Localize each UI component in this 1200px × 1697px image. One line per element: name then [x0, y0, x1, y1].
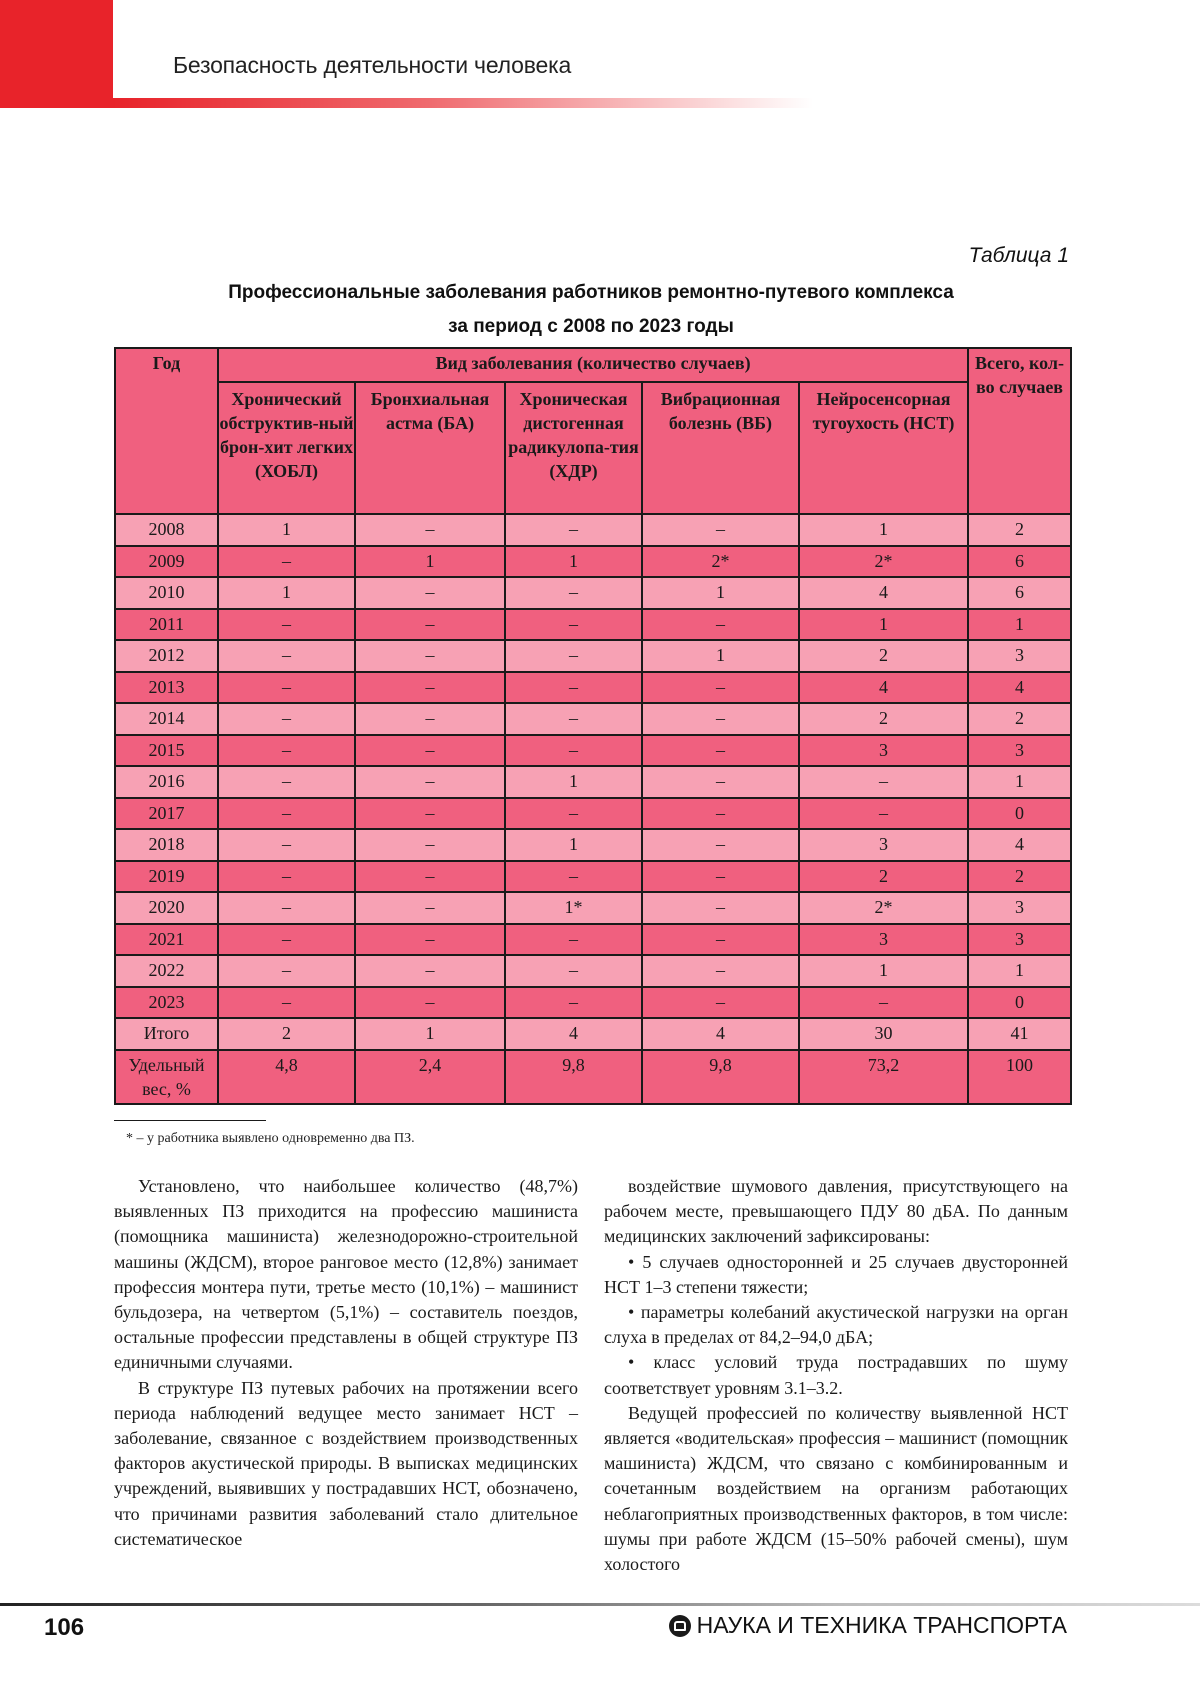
value-cell: – — [642, 609, 799, 641]
value-cell: – — [355, 672, 505, 704]
year-cell: Итого — [115, 1018, 218, 1050]
total-cell: 2 — [968, 514, 1071, 546]
value-cell: – — [505, 640, 642, 672]
table-row — [115, 924, 1071, 956]
value-cell: – — [355, 703, 505, 735]
value-cell: 73,2 — [799, 1050, 968, 1104]
table-row — [115, 577, 1071, 609]
value-cell: 2 — [799, 861, 968, 893]
value-cell: 30 — [799, 1018, 968, 1050]
value-cell: 3 — [799, 829, 968, 861]
value-cell: – — [799, 798, 968, 830]
value-cell: – — [355, 640, 505, 672]
train-logo-icon — [669, 1615, 691, 1637]
value-cell: – — [642, 924, 799, 956]
value-cell: 4 — [642, 1018, 799, 1050]
total-cell: 3 — [968, 924, 1071, 956]
value-cell: 4,8 — [218, 1050, 355, 1104]
bullet-item: • класс условий труда пострадавших по шуму соответствует уровням 3.1–3.2. — [604, 1352, 1068, 1398]
paragraph: Ведущей профессией по количеству выявленной НСТ является «водительская» профессия – машинист (помощник машиниста) ЖДСМ, что связано с комбинированным и сочетанным воздействием на организм работающих неблагоприятных производственных факторов, в том числе: шумы при работе ЖДСМ (15–50% рабочей смены), шум холостого — [604, 1402, 1068, 1575]
value-cell: – — [218, 892, 355, 924]
year-cell: 2018 — [115, 829, 218, 861]
table-body — [115, 514, 1071, 1104]
total-cell: 2 — [968, 703, 1071, 735]
header-col-vb: Вибрационная болезнь (ВБ) — [642, 382, 799, 514]
year-cell: 2016 — [115, 766, 218, 798]
total-cell: 0 — [968, 987, 1071, 1019]
value-cell: – — [505, 514, 642, 546]
text-column-right — [604, 1174, 1068, 1577]
value-cell: – — [642, 892, 799, 924]
value-cell: 2* — [799, 546, 968, 578]
table-row — [115, 735, 1071, 767]
table-row — [115, 861, 1071, 893]
header-col-nst: Нейросенсорная тугоухость (НСТ) — [799, 382, 968, 514]
header-disease-group: Вид заболевания (количество случаев) — [218, 348, 968, 382]
value-cell: 1 — [642, 640, 799, 672]
value-cell: 1 — [505, 546, 642, 578]
year-cell: 2021 — [115, 924, 218, 956]
table-row — [115, 703, 1071, 735]
value-cell: 2* — [642, 546, 799, 578]
value-cell: 2 — [799, 640, 968, 672]
table-row — [115, 829, 1071, 861]
value-cell: – — [218, 829, 355, 861]
value-cell: – — [218, 546, 355, 578]
value-cell: 9,8 — [505, 1050, 642, 1104]
value-cell: – — [218, 924, 355, 956]
table-row — [115, 672, 1071, 704]
value-cell: – — [642, 829, 799, 861]
value-cell: – — [355, 609, 505, 641]
total-cell: 0 — [968, 798, 1071, 830]
year-cell: 2014 — [115, 703, 218, 735]
paragraph: В структуре ПЗ путевых рабочих на протяжении всего периода наблюдений ведущее место занимает НСТ – заболевание, связанное с воздействием производственных факторов акустической природы. В выписках медицинских учреждений, выявивших у пострадавших НСТ, обозначено, что причинами развития заболеваний стало длительное систематическое — [114, 1377, 578, 1549]
value-cell: 1 — [218, 577, 355, 609]
total-cell: 1 — [968, 766, 1071, 798]
value-cell: – — [505, 577, 642, 609]
value-cell: – — [218, 735, 355, 767]
value-cell: 3 — [799, 924, 968, 956]
value-cell: 1 — [218, 514, 355, 546]
value-cell: – — [218, 798, 355, 830]
value-cell: 2 — [799, 703, 968, 735]
year-cell: 2008 — [115, 514, 218, 546]
value-cell: – — [218, 955, 355, 987]
year-cell: 2010 — [115, 577, 218, 609]
value-cell: – — [355, 577, 505, 609]
value-cell: – — [505, 924, 642, 956]
table-row — [115, 987, 1071, 1019]
value-cell: – — [355, 924, 505, 956]
total-cell: 3 — [968, 735, 1071, 767]
table-row — [115, 798, 1071, 830]
value-cell: 2* — [799, 892, 968, 924]
value-cell: – — [355, 955, 505, 987]
value-cell: – — [505, 798, 642, 830]
page-number: 106 — [44, 1614, 85, 1641]
total-cell: 4 — [968, 672, 1071, 704]
total-cell: 41 — [968, 1018, 1071, 1050]
value-cell: 1 — [799, 955, 968, 987]
header-col-khdr: Хроническая дистогенная радикулопа-тия (ХДР) — [505, 382, 642, 514]
header-total: Всего, кол-во случаев — [968, 348, 1071, 514]
value-cell: – — [218, 672, 355, 704]
value-cell: – — [505, 861, 642, 893]
value-cell: – — [218, 766, 355, 798]
value-cell: – — [642, 766, 799, 798]
value-cell: – — [642, 987, 799, 1019]
table-row — [115, 1050, 1071, 1104]
value-cell: – — [218, 987, 355, 1019]
value-cell: – — [355, 798, 505, 830]
value-cell: – — [355, 861, 505, 893]
year-cell: 2013 — [115, 672, 218, 704]
year-cell: 2012 — [115, 640, 218, 672]
value-cell: 1 — [799, 609, 968, 641]
value-cell: – — [642, 861, 799, 893]
value-cell: – — [355, 766, 505, 798]
value-cell: 4 — [505, 1018, 642, 1050]
value-cell: – — [505, 987, 642, 1019]
value-cell: 1 — [799, 514, 968, 546]
total-cell: 2 — [968, 861, 1071, 893]
table-row — [115, 766, 1071, 798]
bullet-item: • параметры колебаний акустической нагрузки на орган слуха в пределах от 84,2–94,0 дБА; — [604, 1302, 1068, 1348]
running-title: Безопасность деятельности человека — [173, 52, 572, 78]
year-cell: 2015 — [115, 735, 218, 767]
value-cell: – — [218, 640, 355, 672]
year-cell: 2017 — [115, 798, 218, 830]
year-cell: 2011 — [115, 609, 218, 641]
value-cell: – — [218, 861, 355, 893]
value-cell: 4 — [799, 672, 968, 704]
table-row — [115, 609, 1071, 641]
header-col-ba: Бронхиальная астма (БА) — [355, 382, 505, 514]
journal-title: НАУКА И ТЕХНИКА ТРАНСПОРТА — [696, 1612, 1067, 1638]
value-cell: 1 — [355, 546, 505, 578]
value-cell: – — [642, 798, 799, 830]
value-cell: – — [505, 672, 642, 704]
paragraph: Установлено, что наибольшее количество (48,7%) выявленных ПЗ приходится на профессию машиниста (помощника машиниста) железнодорожно-строительной машины (ЖДСМ), второе ранговое место (12,8%) занимает профессия монтера пути, третье место (10,1%) – машинист бульдозера, на четвертом (5,1%) – составитель поездов, остальные профессии представлены в общей структуре ПЗ единичными случаями. — [114, 1176, 578, 1373]
total-cell: 1 — [968, 609, 1071, 641]
table-title-line1: Профессиональные заболевания работников ремонтно-путевого комплекса — [228, 282, 954, 303]
total-cell: 100 — [968, 1050, 1071, 1104]
value-cell: 1 — [505, 766, 642, 798]
total-cell: 6 — [968, 546, 1071, 578]
total-cell: 6 — [968, 577, 1071, 609]
value-cell: – — [799, 987, 968, 1019]
value-cell: 9,8 — [642, 1050, 799, 1104]
paragraph: воздействие шумового давления, присутствующего на рабочем месте, превышающего ПДУ 80 дБА. По данным медицинских заключений зафиксированы: — [604, 1176, 1068, 1247]
value-cell: 4 — [799, 577, 968, 609]
value-cell: – — [642, 514, 799, 546]
table-label: Таблица 1 — [968, 244, 1069, 267]
footnote: * – у работника выявлено одновременно два ПЗ. — [126, 1131, 415, 1146]
disease-table — [114, 347, 1072, 1105]
value-cell: 2 — [218, 1018, 355, 1050]
value-cell: – — [642, 672, 799, 704]
text-column-left — [114, 1174, 578, 1552]
value-cell: – — [799, 766, 968, 798]
year-cell: 2019 — [115, 861, 218, 893]
year-cell: 2022 — [115, 955, 218, 987]
table-title-line2: за период с 2008 по 2023 годы — [448, 316, 734, 337]
footer-rule — [0, 1603, 1200, 1606]
value-cell: – — [218, 609, 355, 641]
value-cell: – — [355, 829, 505, 861]
value-cell: – — [642, 955, 799, 987]
value-cell: – — [505, 735, 642, 767]
value-cell: – — [505, 955, 642, 987]
value-cell: 1 — [355, 1018, 505, 1050]
header-gradient-bar — [113, 98, 813, 108]
value-cell: 3 — [799, 735, 968, 767]
table-row — [115, 514, 1071, 546]
value-cell: 1 — [505, 829, 642, 861]
header-col-khobl: Хронический обструктив-ный брон-хит легких (ХОБЛ) — [218, 382, 355, 514]
value-cell: 1 — [642, 577, 799, 609]
footnote-rule — [114, 1120, 266, 1121]
year-cell: Удельный вес, % — [115, 1050, 218, 1104]
total-cell: 4 — [968, 829, 1071, 861]
value-cell: – — [355, 735, 505, 767]
journal-name — [669, 1612, 1067, 1639]
table-row — [115, 640, 1071, 672]
value-cell: – — [505, 703, 642, 735]
year-cell: 2023 — [115, 987, 218, 1019]
table-row — [115, 955, 1071, 987]
value-cell: – — [642, 735, 799, 767]
table-row — [115, 1018, 1071, 1050]
total-cell: 3 — [968, 640, 1071, 672]
year-cell: 2020 — [115, 892, 218, 924]
value-cell: 2,4 — [355, 1050, 505, 1104]
value-cell: – — [355, 514, 505, 546]
header-year: Год — [115, 348, 218, 514]
value-cell: – — [642, 703, 799, 735]
total-cell: 1 — [968, 955, 1071, 987]
value-cell: – — [355, 892, 505, 924]
bullet-item: • 5 случаев односторонней и 25 случаев двусторонней НСТ 1–3 степени тяжести; — [604, 1251, 1068, 1297]
value-cell: – — [218, 703, 355, 735]
year-cell: 2009 — [115, 546, 218, 578]
table-row — [115, 546, 1071, 578]
total-cell: 3 — [968, 892, 1071, 924]
table-row — [115, 892, 1071, 924]
value-cell: – — [505, 609, 642, 641]
header-red-block — [0, 0, 113, 108]
value-cell: – — [355, 987, 505, 1019]
value-cell: 1* — [505, 892, 642, 924]
